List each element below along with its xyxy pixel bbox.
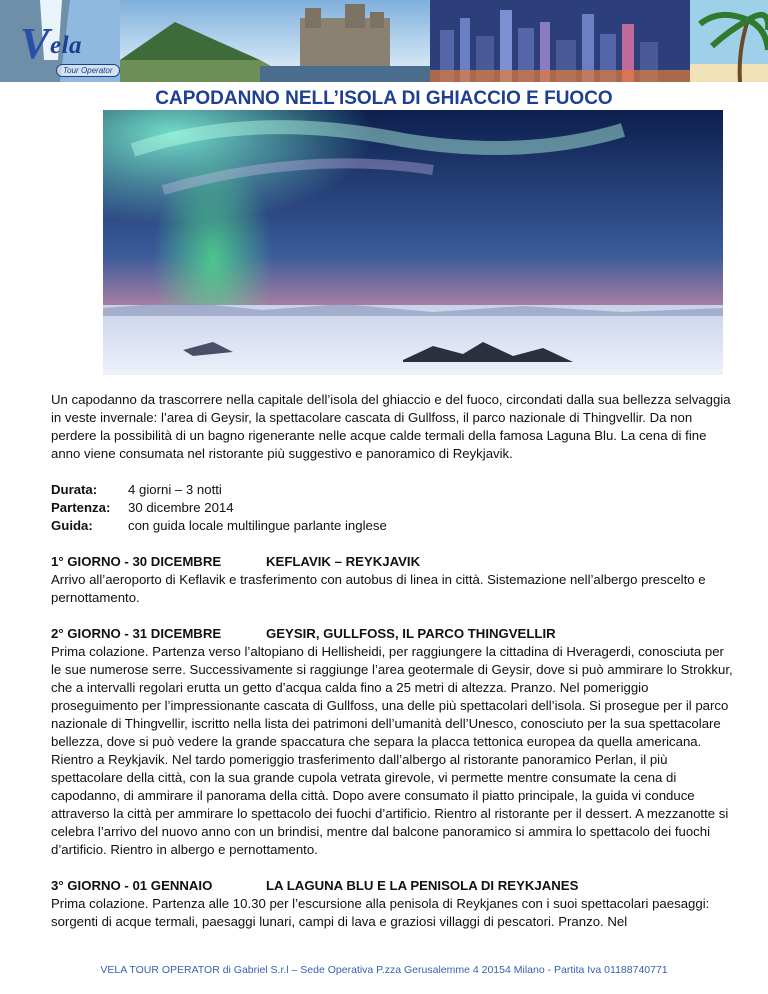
intro-paragraph: Un capodanno da trascorrere nella capitale dell’isola del ghiaccio e del fuoco, circondati dalla sua bellezza selvaggia in veste invernale: l’area di Geysir, la spettacolare cascata di Gullfoss, il parco nazionale di Thingvellir. Da non perdere la possibilità di un bagno rigenerante nelle acque calde termali della famosa Laguna Blu. La cena di fine anno viene consumata nel ristorante più suggestivo e panoramico di Reykjavik.	[51, 392, 731, 461]
day-2	[51, 625, 735, 859]
info-row-departure	[51, 499, 735, 517]
aurora-photo	[103, 110, 723, 375]
day-route: LA LAGUNA BLU E LA PENISOLA DI REYKJANES	[266, 878, 579, 893]
day-route: KEFLAVIK – REYKJAVIK	[266, 554, 421, 569]
info-label: Partenza:	[51, 500, 111, 515]
info-label: Guida:	[51, 518, 93, 533]
day-description: Prima colazione. Partenza verso l’altopiano di Hellisheidi, per raggiungere la cittadina di Hveragerdi, conosciuta per le sue numerose serre. Successivamente si raggiunge l’area geotermale di Geysir, dove si può ammirare lo Strokkur, che a intervalli regolari erutta un getto d’acqua calda fino a 25 metri di altezza. Pranzo. Nel pomeriggio proseguimento per l’impressionante cascata di Gullfoss, una delle più spettacolari dell’isola. Si prosegue per il parco nazionale di Thingvellir, iscritto nella lista dei patrimoni dell’umanità dell’Unesco, conosciuto per la sua spettacolare bellezza, dove si può vedere la grande spaccatura che separa la placca tettonica europea da quella americana. Rientro a Reykjavik. Nel tardo pomeriggio trasferimento dall’albergo al ristorante panoramico Perlan, il più spettacolare della città, con la sua grande cupola vetrata girevole, vi permette mentre consumate la cena di capodanno, di ammirare il panorama della città. Dopo avere consumato il piatto principale, la guida vi conduce attraverso la città per ammirare lo spettacolo dei fuochi d’artificio. Rientro al ristorante per il dessert. A mezzanotte si celebra l’arrivo del nuovo anno con un brindisi, mentre dal balcone panoramico si ammira lo spettacolo dei fuochi d’artificio. Rientro in albergo e pernottamento.	[51, 644, 733, 857]
vela-logo	[12, 20, 132, 78]
day-number: 3° GIORNO - 01 GENNAIO	[51, 878, 213, 893]
day-heading	[51, 553, 735, 571]
info-value: 4 giorni – 3 notti	[128, 482, 222, 497]
day-heading	[51, 877, 735, 895]
trip-info	[51, 481, 735, 535]
logo-name: ela	[50, 32, 83, 59]
info-row-guide	[51, 517, 735, 535]
itinerary-content	[51, 391, 735, 949]
logo-initial: V	[20, 19, 50, 68]
day-heading	[51, 625, 735, 643]
day-route: GEYSIR, GULLFOSS, IL PARCO THINGVELLIR	[266, 626, 556, 641]
info-row-duration	[51, 481, 735, 499]
day-3	[51, 877, 735, 931]
logo-tagline: Tour Operator	[56, 64, 120, 77]
info-value: con guida locale multilingue parlante inglese	[128, 518, 387, 533]
day-number: 1° GIORNO - 30 DICEMBRE	[51, 554, 222, 569]
day-number: 2° GIORNO - 31 DICEMBRE	[51, 626, 222, 641]
day-description: Arrivo all’aeroporto di Keflavik e trasferimento con autobus di linea in città. Sistemazione nell’albergo prescelto e pernottamento.	[51, 572, 706, 605]
day-description: Prima colazione. Partenza alle 10.30 per l’escursione alla penisola di Reykjanes con i suoi spettacolari paesaggi: sorgenti di acque termali, paesaggi lunari, campi di lava e graziosi villaggi di pescatori. Pranzo. Nel	[51, 896, 710, 929]
header-banner	[0, 0, 768, 82]
info-label: Durata:	[51, 482, 98, 497]
info-value: 30 dicembre 2014	[128, 500, 234, 515]
day-1	[51, 553, 735, 607]
page-footer: VELA TOUR OPERATOR di Gabriel S.r.l – Sede Operativa P.zza Gerusalemme 4 20154 Milano - Partita Iva 01188740771	[100, 964, 668, 976]
page-title: CAPODANNO NELL’ISOLA DI GHIACCIO E FUOCO	[155, 88, 613, 109]
